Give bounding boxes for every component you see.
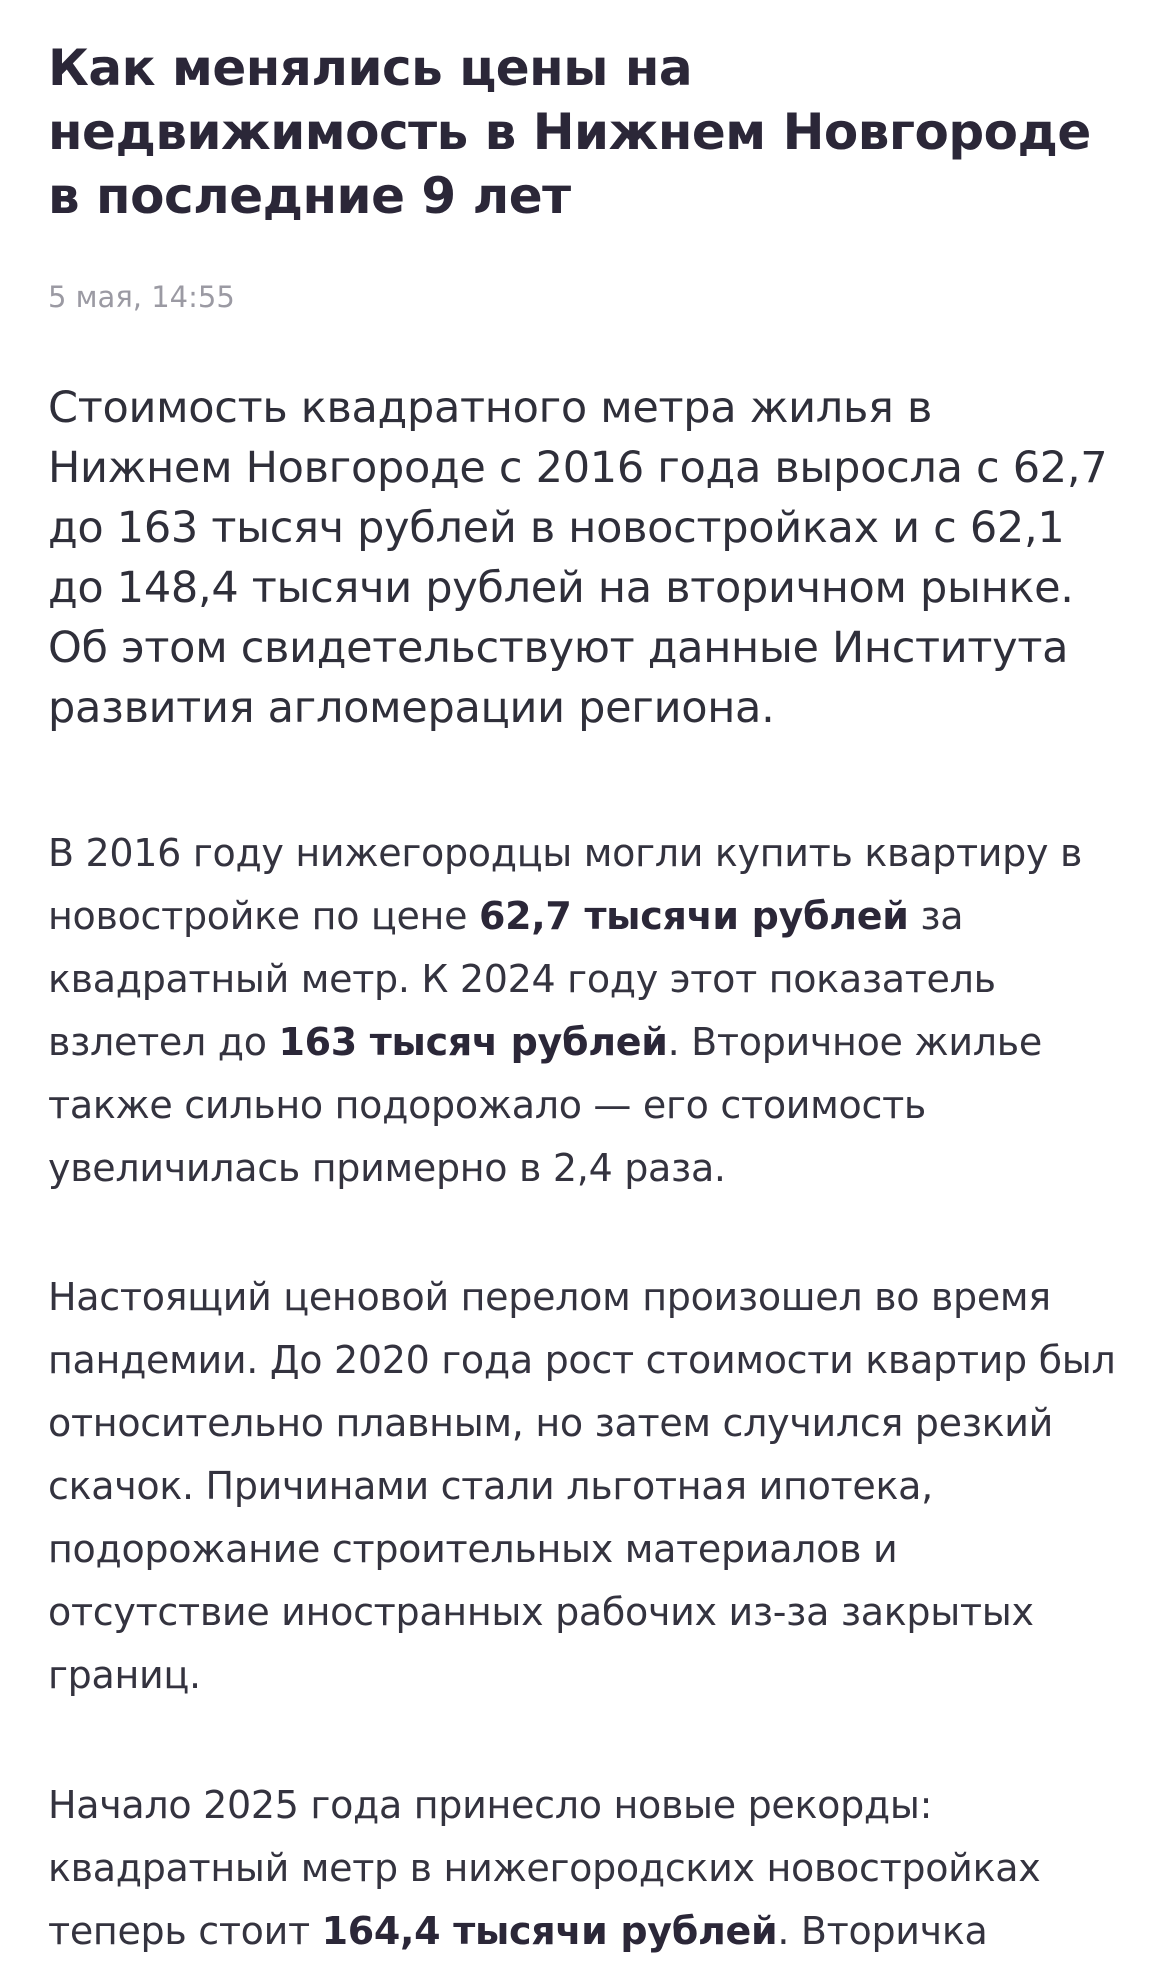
news-article [48, 0, 1128, 1963]
article-paragraph [48, 1774, 1128, 1963]
article-paragraph: Настоящий ценовой перелом произошел во время пандемии. До 2020 года рост стоимости квартир был относительно плавным, но затем случился резкий скачок. Причинами стали льготная ипотека, подорожание строительных материалов и отсутствие иностранных рабочих из-за закрытых границ. [48, 1275, 1116, 1697]
highlight-price: 62,7 тысячи рублей [478, 894, 909, 938]
paragraph-text: за квадратный метр. К 2024 году этот показатель взлетел до [48, 894, 996, 1064]
highlight-price: 163 тысяч рублей [278, 1020, 668, 1064]
paragraph-text: . Вторичное жилье также сильно подорожало — его стоимость увеличилась примерно в 2,4 раза. [48, 1020, 1042, 1190]
publish-date: 5 мая, 14:55 [48, 280, 235, 314]
article-paragraph [48, 822, 1128, 1200]
paragraph-text: Начало 2025 года принесло новые рекорды: квадратный метр в нижегородских новостройках теперь стоит [48, 1783, 1041, 1953]
paragraph-text: В 2016 году нижегородцы могли купить квартиру в новостройке по цене [48, 831, 1083, 938]
article-title: Как менялись цены на недвижимость в Нижнем Новгороде в последние 9 лет [48, 39, 1091, 225]
paragraph-text: . Вторичка [777, 1909, 988, 1953]
article-lead: Стоимость квадратного метра жилья в Нижнем Новгороде с 2016 года выросла с 62,7 до 163 тысяч рублей в новостройках и с 62,1 до 148,4 тысячи рублей на вторичном рынке. Об этом свидетельствуют данные Института развития агломерации региона. [48, 383, 1108, 733]
highlight-price: 164,4 тысячи рублей [321, 1909, 778, 1953]
